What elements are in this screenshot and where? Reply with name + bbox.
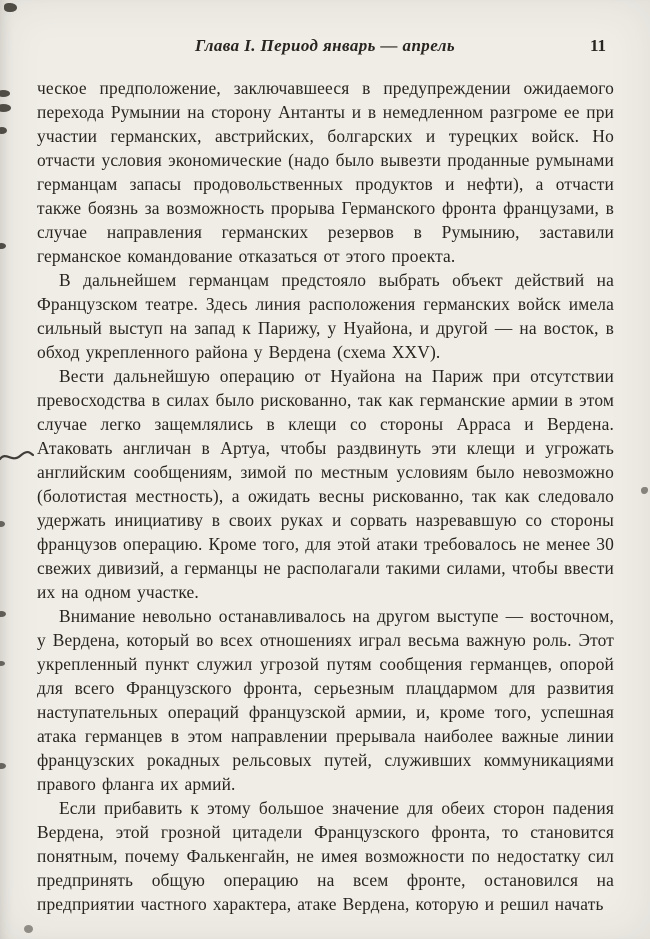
scan-smudge-left-edge xyxy=(0,90,10,97)
scan-smudge-left-edge xyxy=(0,763,6,769)
paragraph: Если прибавить к этому большое значение для обеих сторон падения Вердена, этой грозной цитадели Французского фронта, то становится понятным, почему Фалькенгайн, не имея возможности по недостатку сил предпринять общую операцию на всем фронте, остановился на предприятии частного характера, атаке Вердена, которую и решил начать xyxy=(37,798,614,914)
ink-speck-right-margin xyxy=(641,487,648,494)
scan-smudge-left-edge xyxy=(0,611,6,617)
handwritten-pen-mark xyxy=(0,449,34,465)
paragraph: Внимание невольно останавливалось на другом выступе — восточном, у Вердена, который во всех отношениях играл весьма важную роль. Этот укрепленный пункт служил угрозой путям сообщения германцев, опорой для всего Французского фронта, серьезным плацдармом для развития наступательных операций французской армии, и, кроме того, успешная атака германцев в этом направлении прерывала наиболее важные линии французских рокадных рельсовых путей, служивших коммуникациями правого фланга их армий. xyxy=(37,606,614,794)
chapter-title: Глава I. Период январь — апрель xyxy=(194,36,456,55)
page-header xyxy=(0,36,650,62)
scan-smudge-left-edge xyxy=(0,243,6,249)
paragraph: В дальнейшем германцам предстояло выбрать объект действий на Французском театре. Здесь линия расположения германских войск имела сильный выступ на запад к Парижу, у Нуайона, и другой — на восток, в обход укрепленного района у Вердена (схема XXV). xyxy=(37,270,614,362)
scan-smudge-top-left xyxy=(4,3,17,12)
paragraph: Вести дальнейшую операцию от Нуайона на Париж при отсутствии превосходства в силах было рискованно, так как германские армии в этом случае легко защемлялись в клещи со стороны Арраса и Вердена. Атаковать англичан в Артуа, чтобы раздвинуть эти клещи и угрожать английским сообщениям, зимой по местным условиям было невозможно (болотистая местность), а ожидать весны рискованно, так как следовало удержать инициативу в своих руках и сорвать назревавшую со стороны французов операцию. Кроме того, для этой атаки требовалось не менее 30 свежих дивизий, а германцы не располагали такими силами, чтобы ввести их на одном участке. xyxy=(37,366,614,602)
scan-smudge-left-edge xyxy=(0,661,5,666)
scan-smudge-left-edge xyxy=(0,521,5,527)
page-number: 11 xyxy=(589,36,606,55)
scan-smudge-left-edge xyxy=(0,127,7,134)
scan-smudge-left-edge xyxy=(0,104,11,112)
page-body xyxy=(37,76,614,916)
ink-speck-bottom-left xyxy=(24,925,33,933)
paragraph-continuation: ческое предположение, заключавшееся в предупреждении ожидаемого перехода Румынии на сторону Антанты и в немедленном разгроме ее при участии германских, австрийских, болгарских и турецких войск. Но отчасти условия экономические (надо было вывезти проданные румынами германцам запасы продовольственных продуктов и нефти), а отчасти также боязнь за возможность прорыва Германского фронта французами, в случае направления германских резервов в Румынию, заставили германское командование отказаться от этого проекта. xyxy=(37,78,614,266)
